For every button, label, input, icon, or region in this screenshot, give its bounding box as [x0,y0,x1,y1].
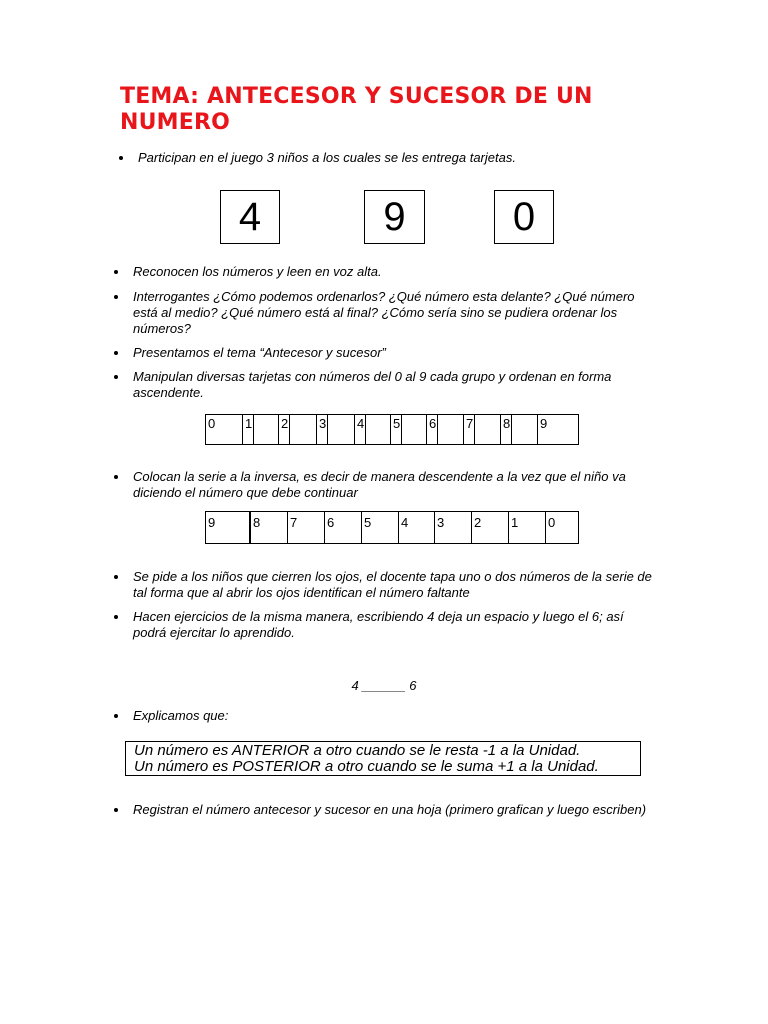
definition-anterior: Un número es ANTERIOR a otro cuando se le resta -1 a la Unidad. [134,742,581,759]
sequence-cell: 6 [426,415,438,444]
list-item: Explicamos que: [133,708,653,724]
sequence-cell: 0 [545,512,578,543]
list-item: Participan en el juego 3 niños a los cuales se les entrega tarjetas. [138,150,658,166]
sequence-cell: 8 [500,415,512,444]
number-card: 4 [220,190,280,244]
sequence-cell: 7 [463,415,475,444]
sequence-cell: 9 [537,415,578,444]
list-item: Se pide a los niños que cierren los ojos, el docente tapa uno o dos números de la serie de tal forma que al abrir los ojos identifican el número faltante [133,569,652,600]
sequence-cell: 8 [250,512,288,543]
sequence-cell: 5 [361,512,399,543]
fill-in-exercise: 4 ______ 6 [351,678,417,693]
list-item: Reconocen los números y leen en voz alta. [133,264,653,280]
descending-sequence [205,511,579,544]
sequence-cell: 5 [390,415,402,444]
number-card: 9 [364,190,425,244]
sequence-cell: 0 [206,415,243,444]
sequence-cell: 4 [354,415,366,444]
sequence-cell: 3 [316,415,328,444]
list-item: Registran el número antecesor y sucesor en una hoja (primero grafican y luego escriben) [133,802,653,818]
sequence-cell: 6 [324,512,362,543]
list-item: Colocan la serie a la inversa, es decir de manera descendente a la vez que el niño va diciendo el número que debe continuar [133,469,653,501]
list-item: Manipulan diversas tarjetas con números del 0 al 9 cada grupo y ordenan en forma ascendente. [133,369,653,401]
definition-box [125,741,641,776]
sequence-cell: 4 [398,512,435,543]
page-title: TEMA: ANTECESOR Y SUCESOR DE UN NUMERO [120,84,593,135]
sequence-cell: 1 [508,512,546,543]
sequence-cell: 2 [471,512,509,543]
list-item: Hacen ejercicios de la misma manera, escribiendo 4 deja un espacio y luego el 6; así podrá ejercitar lo aprendido. [133,609,653,641]
sequence-cell: 2 [278,415,290,444]
sequence-cell: 9 [206,512,250,543]
list-item: Interrogantes ¿Cómo podemos ordenarlos? ¿Qué número esta delante? ¿Qué número está al medio? ¿Qué número está al final? ¿Cómo sería sino se pudiera ordenar los números? [133,289,653,337]
sequence-cell: 3 [434,512,472,543]
ascending-sequence [205,414,579,445]
number-card: 0 [494,190,554,244]
definition-posterior: Un número es POSTERIOR a otro cuando se le suma +1 a la Unidad. [134,758,599,775]
list-item: Presentamos el tema “Antecesor y sucesor” [133,345,653,361]
sequence-cell: 1 [242,415,254,444]
sequence-cell: 7 [287,512,325,543]
